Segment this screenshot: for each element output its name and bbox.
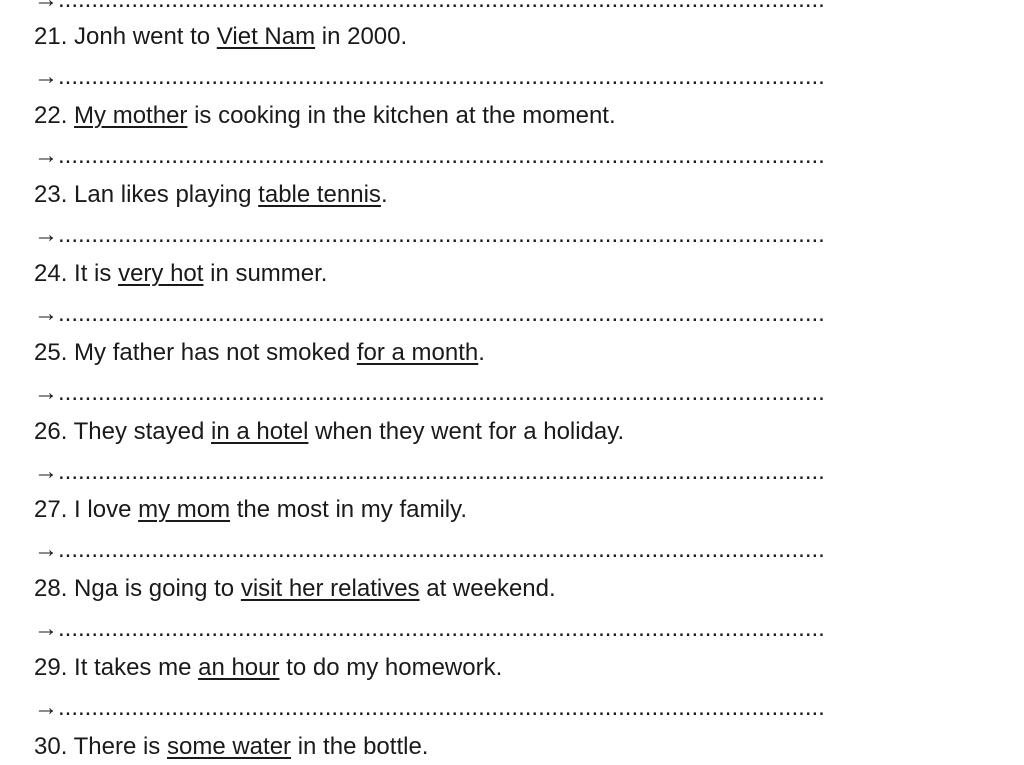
answer-dots: ................................................................................................................... bbox=[58, 300, 825, 327]
question-text-before: Lan likes playing bbox=[74, 181, 259, 208]
answer-dots: ................................................................................................................... bbox=[58, 458, 825, 485]
answer-dots: ................................................................................................................... bbox=[58, 221, 825, 248]
answer-dots: ................................................................................................................... bbox=[58, 615, 825, 642]
underlined-phrase: in a hotel bbox=[211, 418, 309, 445]
question-text-after: is cooking in the kitchen at the moment. bbox=[187, 102, 616, 129]
question-number: 26. bbox=[34, 418, 68, 445]
underlined-phrase: visit her relatives bbox=[240, 575, 420, 602]
question-text-before: They stayed bbox=[73, 418, 212, 445]
question-number: 27. bbox=[34, 496, 68, 523]
question-21 bbox=[34, 23, 407, 51]
answer-line-22[interactable] bbox=[34, 142, 858, 170]
arrow-icon: → bbox=[34, 694, 58, 721]
underlined-phrase: some water bbox=[166, 733, 292, 760]
arrow-icon: → bbox=[34, 300, 58, 327]
answer-dots: ................................................................................................................... bbox=[58, 536, 825, 563]
answer-dots bbox=[58, 0, 858, 14]
arrow-icon: → bbox=[34, 142, 58, 169]
question-text-after: when they went for a holiday. bbox=[308, 418, 625, 445]
question-text-before: There is bbox=[73, 733, 167, 760]
question-26 bbox=[34, 418, 624, 446]
answer-line-23[interactable] bbox=[34, 221, 858, 249]
arrow-icon: → bbox=[34, 615, 58, 642]
underlined-phrase: My mother bbox=[74, 102, 188, 129]
question-24 bbox=[34, 260, 327, 288]
question-number: 24. bbox=[34, 260, 68, 287]
question-text-after: the most in my family. bbox=[230, 496, 468, 523]
question-25 bbox=[34, 339, 485, 367]
underlined-phrase: an hour bbox=[198, 654, 280, 681]
answer-line-21[interactable] bbox=[34, 63, 858, 91]
answer-line-28[interactable] bbox=[34, 615, 858, 643]
answer-dots: ................................................................................................................... bbox=[58, 63, 825, 90]
question-text-after: at weekend. bbox=[419, 575, 556, 602]
answer-line-26[interactable] bbox=[34, 458, 858, 486]
question-text-before: Nga is going to bbox=[74, 575, 241, 602]
question-29 bbox=[34, 654, 502, 682]
question-text-after: in the bottle. bbox=[291, 733, 429, 760]
arrow-icon: → bbox=[34, 379, 58, 406]
arrow-icon bbox=[34, 0, 58, 13]
arrow-icon: → bbox=[34, 63, 58, 90]
question-23 bbox=[34, 181, 388, 209]
answer-line-27[interactable] bbox=[34, 536, 858, 564]
underlined-phrase: Viet Nam bbox=[216, 23, 316, 50]
arrow-icon: → bbox=[34, 536, 58, 563]
answer-line bbox=[34, 0, 858, 14]
question-text-before: It is bbox=[74, 260, 119, 287]
question-text-before: My father has not smoked bbox=[74, 339, 357, 366]
question-text-after: in 2000. bbox=[315, 23, 408, 50]
question-text-before: I love bbox=[74, 496, 139, 523]
question-30 bbox=[34, 733, 428, 761]
arrow-icon: → bbox=[34, 458, 58, 485]
question-text-after: . bbox=[478, 339, 485, 366]
question-number: 29. bbox=[34, 654, 68, 681]
question-27 bbox=[34, 496, 467, 524]
question-22 bbox=[34, 102, 616, 130]
underlined-phrase: my mom bbox=[138, 496, 231, 523]
underlined-phrase: for a month bbox=[356, 339, 479, 366]
question-text-after: . bbox=[380, 181, 388, 208]
answer-line-29[interactable] bbox=[34, 694, 858, 722]
question-number: 23. bbox=[34, 181, 68, 208]
question-text-after: to do my homework. bbox=[279, 654, 503, 681]
answer-dots: ................................................................................................................... bbox=[58, 694, 825, 721]
question-number: 28. bbox=[34, 575, 68, 602]
question-28 bbox=[34, 575, 556, 603]
answer-dots: ................................................................................................................... bbox=[58, 142, 825, 169]
question-number: 21. bbox=[34, 23, 68, 50]
question-text-after: in summer. bbox=[203, 260, 328, 287]
answer-line-24[interactable] bbox=[34, 300, 858, 328]
underlined-phrase: table tennis bbox=[258, 181, 381, 208]
answer-dots: ................................................................................................................... bbox=[58, 379, 825, 406]
question-number: 30. bbox=[34, 733, 68, 760]
question-text-before: It takes me bbox=[74, 654, 199, 681]
question-number: 22. bbox=[34, 102, 68, 129]
answer-line-25[interactable] bbox=[34, 379, 858, 407]
arrow-icon: → bbox=[34, 221, 58, 248]
underlined-phrase: very hot bbox=[118, 260, 204, 287]
question-number: 25. bbox=[34, 339, 68, 366]
question-text-before: Jonh went to bbox=[74, 23, 217, 50]
